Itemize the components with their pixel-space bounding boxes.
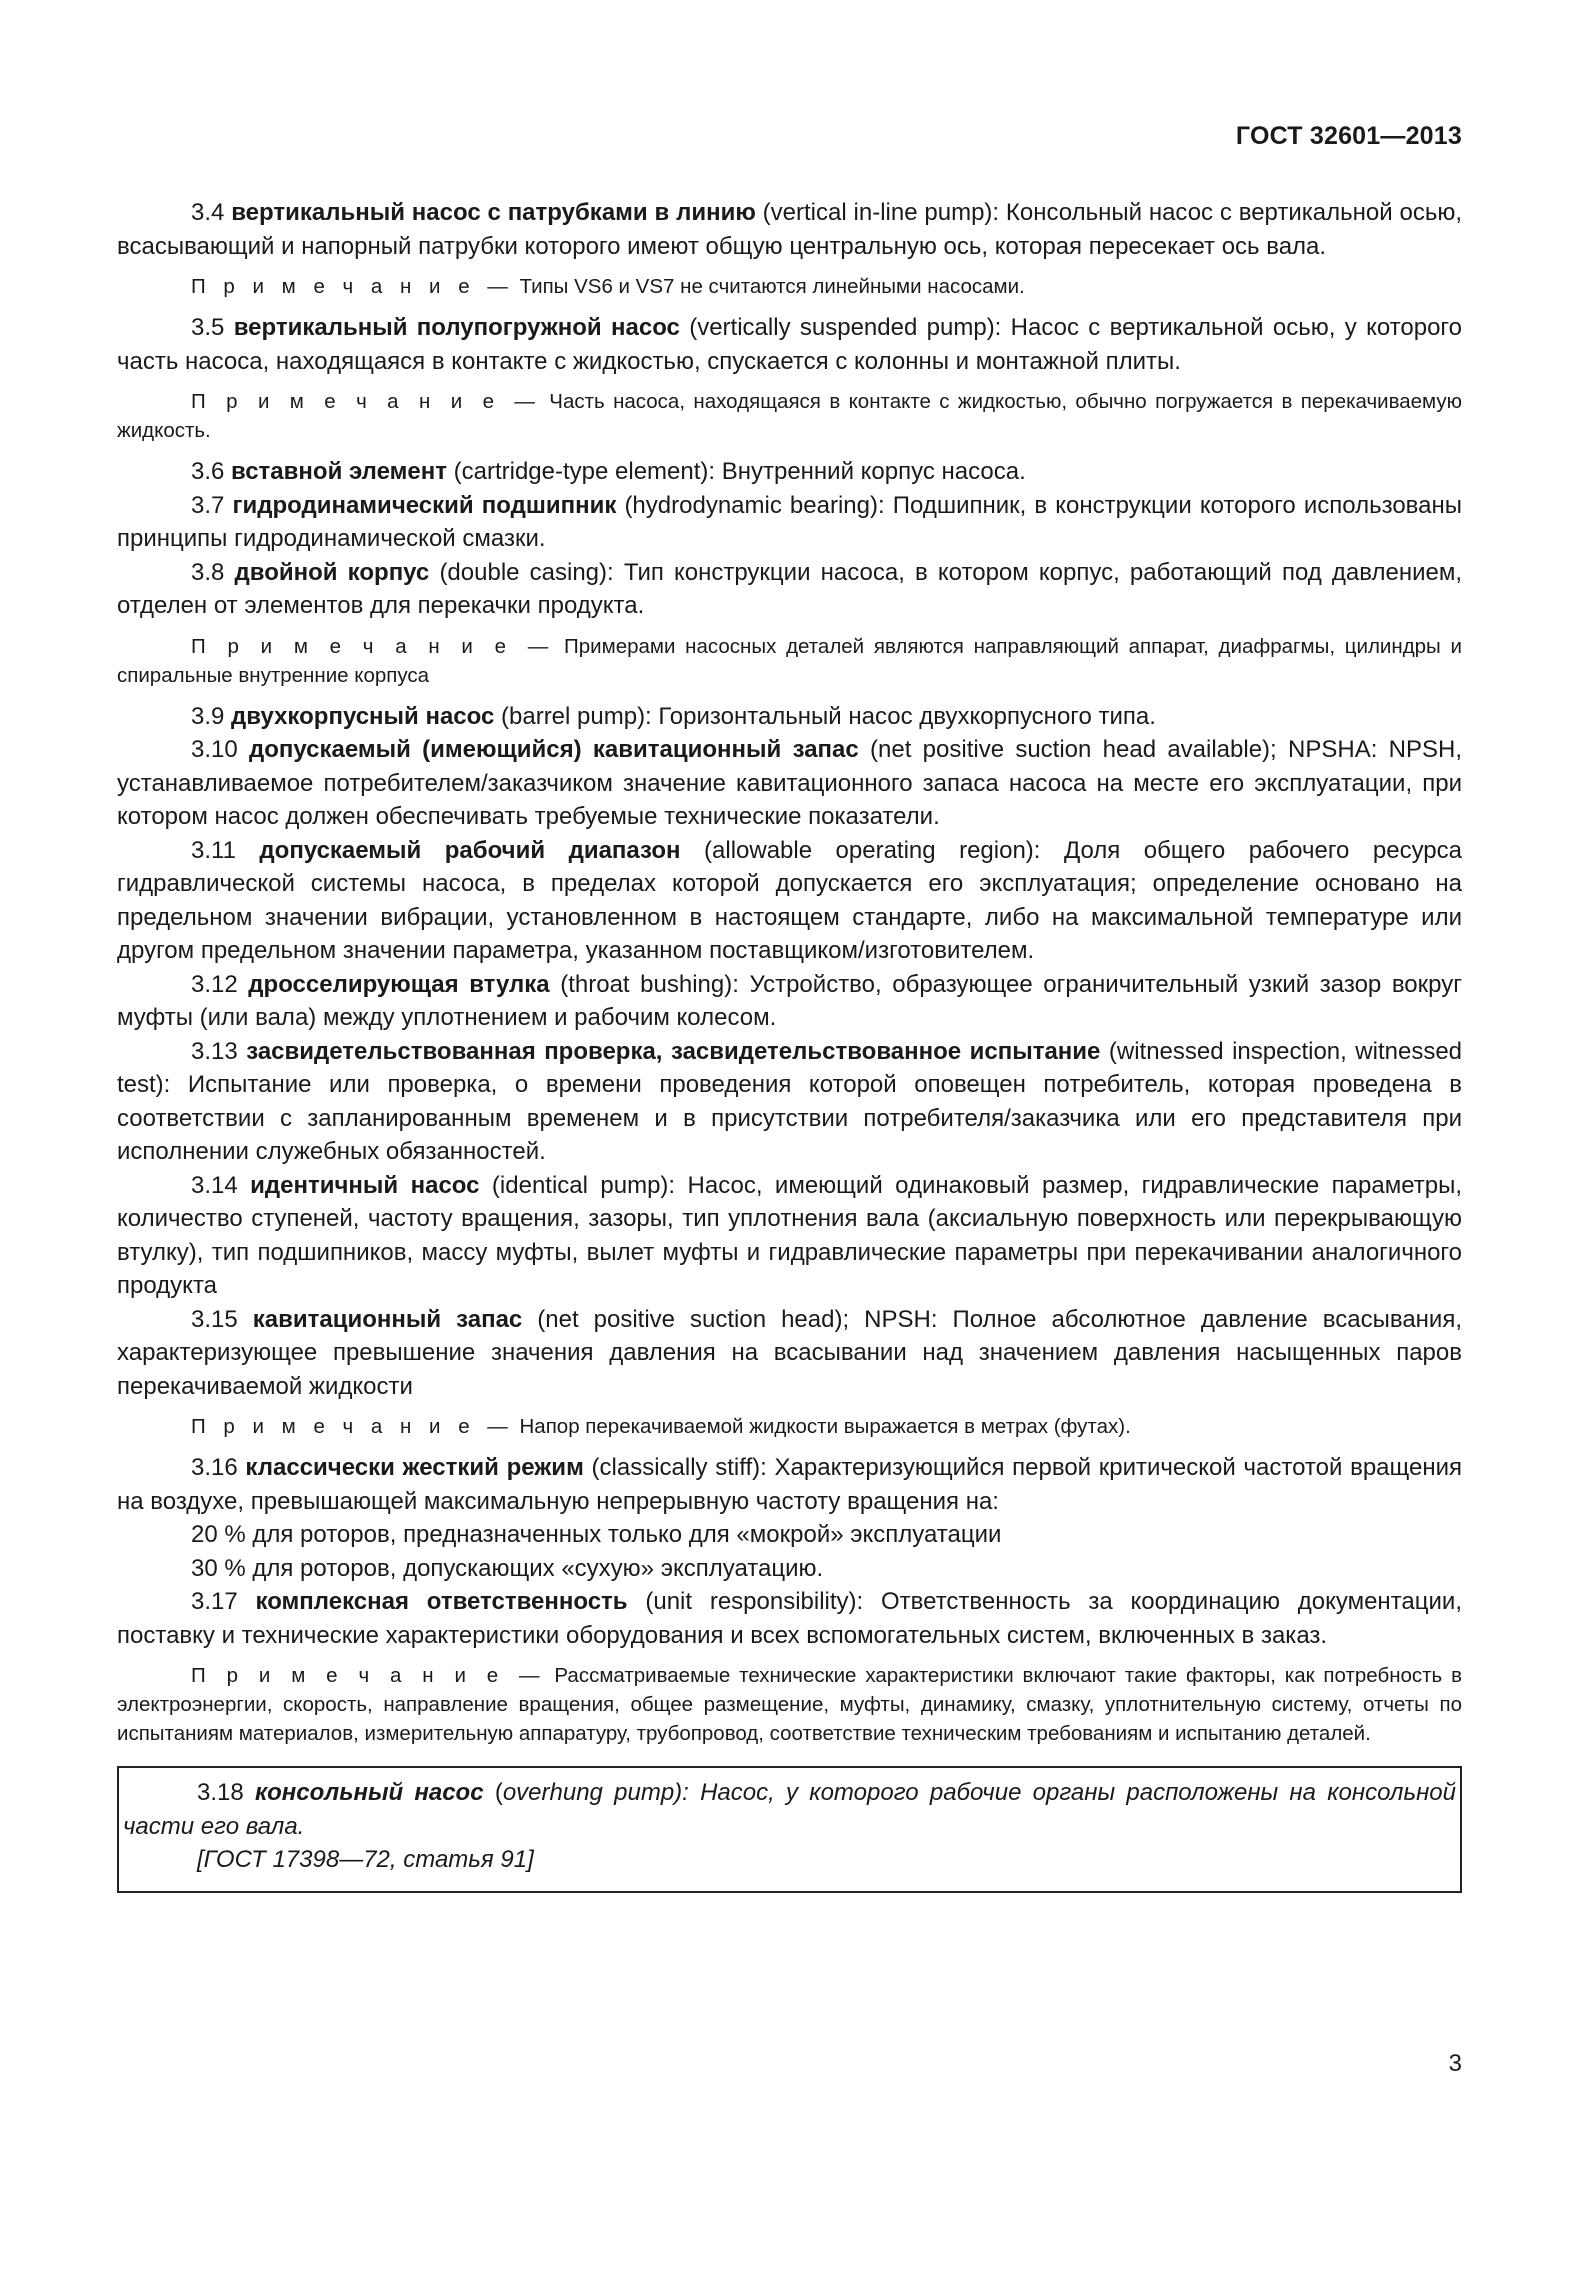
page-number: 3 <box>1448 2050 1462 2077</box>
clause-number: 3.13 <box>191 1037 238 1065</box>
definition-text: overhung pump): Насос, у которого рабочие органы расположены на консольной части его вала. <box>123 1779 1456 1840</box>
definition-text: (barrel pump): Горизонтальный насос двухкорпусного типа. <box>494 702 1156 730</box>
term: двухкорпусный насос <box>231 702 495 730</box>
clause-number: 3.16 <box>191 1454 238 1481</box>
definition-text: (net positive suction head); NPSH: Полное абсолютное давление всасывания, характеризующее превышение значения давления на всасывании над значением давления насыщенных паров перекачиваемой жидкости <box>117 1305 1463 1400</box>
definition-text: (vertical in-line pump): Консольный насос с вертикальной осью, всасывающий и напорный патрубки которого имеют общую центральную ось, которая пересекает ось вала. <box>117 199 1463 260</box>
note-paragraph <box>117 1661 1462 1748</box>
source-reference: [ГОСТ 17398—72, статья 91] <box>197 1846 534 1873</box>
note-text: Напор перекачиваемой жидкости выражается в метрах (футах). <box>513 1415 1131 1438</box>
definition-paragraph <box>117 1451 1462 1518</box>
definition-text: 20 % для роторов, предназначенных только для «мокрой» эксплуатации <box>191 1521 1002 1548</box>
note-text: Рассматриваемые технические характеристики включают такие факторы, как потребность в электроэнергии, скорость, направление вращения, общее размещение, муфты, динамику, смазку, уплотнительную систему, отчеты по испытаниям материалов, измерительную аппаратуру, трубопровод, соответствие техническим требованиям и испытанию деталей. <box>117 1664 1462 1745</box>
term: консольный насос <box>254 1779 484 1806</box>
note-text: Типы VS6 и VS7 не считаются линейными насосами. <box>513 275 1025 298</box>
definition-paragraph <box>117 311 1462 378</box>
definition-paragraph <box>117 700 1462 734</box>
definition-text: 30 % для роторов, допускающих «сухую» эксплуатацию. <box>191 1554 824 1582</box>
definition-paragraph <box>117 1303 1462 1404</box>
definition-text: (classically stiff): Характеризующийся первой критической частотой вращения на воздухе, превышающей максимальную непрерывную частоту вращения на: <box>117 1454 1463 1515</box>
term: гидродинамический подшипник <box>232 491 617 519</box>
definition-paragraph <box>117 1169 1462 1303</box>
definition-paragraph <box>117 556 1462 623</box>
definition-text: (cartridge-type element): Внутренний корпус насоса. <box>446 458 1026 485</box>
term: классически жесткий режим <box>245 1454 584 1481</box>
clause-number: 3.7 <box>191 491 225 519</box>
term: вставной элемент <box>231 458 447 485</box>
definition-paragraph <box>117 968 1462 1035</box>
term: идентичный насос <box>250 1171 480 1199</box>
term: двойной корпус <box>234 558 430 586</box>
clause-number: 3.5 <box>191 314 225 341</box>
term: допускаемый (имеющийся) кавитационный запас <box>249 736 859 763</box>
note-label: П р и м е ч а н и е — <box>191 275 514 298</box>
note-label: П р и м е ч а н и е — <box>191 1415 514 1438</box>
definition-paragraph <box>117 1552 1462 1586</box>
definition-text: (identical pump): Насос, имеющий одинаковый размер, гидравлические параметры, количество ступеней, частоту вращения, зазоры, тип уплотнения вала (аксиальную поверхность или перекрывающую втулку), тип подшипников, массу муфты, вылет муфты и гидравлические параметры при перекачивании аналогичного продукта <box>117 1171 1463 1299</box>
note-label: П р и м е ч а н и е — <box>191 1664 546 1687</box>
clause-number: 3.10 <box>191 736 238 763</box>
clause-number: 3.17 <box>191 1588 238 1615</box>
definition-text: (net positive suction head available); NPSHA: NPSH, устанавливаемое потребителем/заказчиком значение кавитационного запаса насоса на месте его эксплуатации, при котором насос должен обеспечивать требуемые технические показатели. <box>117 736 1462 830</box>
clause-number: 3.8 <box>191 558 225 586</box>
clause-number: 3.9 <box>191 702 225 730</box>
definition-paragraph <box>117 1035 1462 1169</box>
definition-paragraph <box>119 1776 1460 1843</box>
term: комплексная ответственность <box>255 1588 628 1615</box>
definition-paragraph <box>117 455 1462 489</box>
note-label: П р и м е ч а н и е — <box>191 390 541 413</box>
definition-text: (allowable operating region): Доля общего рабочего ресурса гидравлической системы насоса, в пределах которой допускается его эксплуатация; определение основано на предельном значении вибрации, установленном в настоящем стандарте, либо на максимальной температуре или другом предельном значении параметра, указанном поставщиком/изготовителем. <box>117 836 1463 964</box>
document-id: ГОСТ 32601—2013 <box>1235 122 1462 150</box>
definition-text: (unit responsibility): Ответственность за координацию документации, поставку и технические характеристики оборудования и всех вспомогательных систем, включенных в заказ. <box>117 1588 1462 1649</box>
definition-paragraph <box>117 1585 1462 1652</box>
term: дросселирующая втулка <box>248 970 550 998</box>
note-paragraph <box>117 1412 1462 1441</box>
note-paragraph <box>117 387 1462 445</box>
term: засвидетельствованная проверка, засвидетельствованное испытание <box>246 1037 1101 1065</box>
term: допускаемый рабочий диапазон <box>259 836 681 864</box>
term: вертикальный полупогружной насос <box>233 314 680 341</box>
clause-number: 3.6 <box>191 458 225 485</box>
term: вертикальный насос с патрубками в линию <box>231 199 756 226</box>
definition-paragraph <box>117 196 1462 263</box>
clause-number: 3.14 <box>191 1171 238 1199</box>
clause-number: 3.11 <box>191 836 236 864</box>
boxed-definition <box>117 1766 1462 1893</box>
definition-paragraph <box>117 733 1462 834</box>
note-text: Часть насоса, находящаяся в контакте с жидкостью, обычно погружается в перекачиваемую жидкость. <box>117 390 1463 442</box>
definition-text: (vertically suspended pump): Насос с вертикальной осью, у которого часть насоса, находящаяся в контакте с жидкостью, спускается с колонны и монтажной плиты. <box>117 314 1462 375</box>
definition-text: (throat bushing): Устройство, образующее ограничительный узкий зазор вокруг муфты (или вала) между уплотнением и рабочим колесом. <box>117 970 1462 1031</box>
clause-number: 3.12 <box>191 970 238 998</box>
definition-paragraph <box>117 1518 1462 1552</box>
document-body <box>117 196 1462 1893</box>
definition-text: (hydrodynamic bearing): Подшипник, в конструкции которого использованы принципы гидродинамической смазки. <box>117 491 1463 552</box>
clause-number: 3.15 <box>191 1305 238 1333</box>
note-text: Примерами насосных деталей являются направляющий аппарат, диафрагмы, цилиндры и спиральные внутренние корпуса <box>117 634 1462 687</box>
note-paragraph <box>117 272 1462 301</box>
term: кавитационный запас <box>252 1305 523 1333</box>
definition-text-open: ( <box>483 1779 503 1806</box>
note-paragraph <box>117 632 1462 690</box>
definition-text: (witnessed inspection, witnessed test): Испытание или проверка, о времени проведения которой оповещен потребитель, которая проведена в соответствии с запланированным временем и в присутствии потребителя/заказчика или его представителя при исполнении служебных обязанностей. <box>117 1037 1463 1165</box>
definition-paragraph <box>117 834 1462 968</box>
clause-number: 3.4 <box>191 199 225 226</box>
note-label: П р и м е ч а н и е — <box>191 634 555 658</box>
definition-paragraph <box>117 489 1462 556</box>
clause-number: 3.18 <box>197 1779 244 1806</box>
definition-text: (double casing): Тип конструкции насоса, в котором корпус, работающий под давлением, отделен от элементов для перекачки продукта. <box>117 558 1463 619</box>
